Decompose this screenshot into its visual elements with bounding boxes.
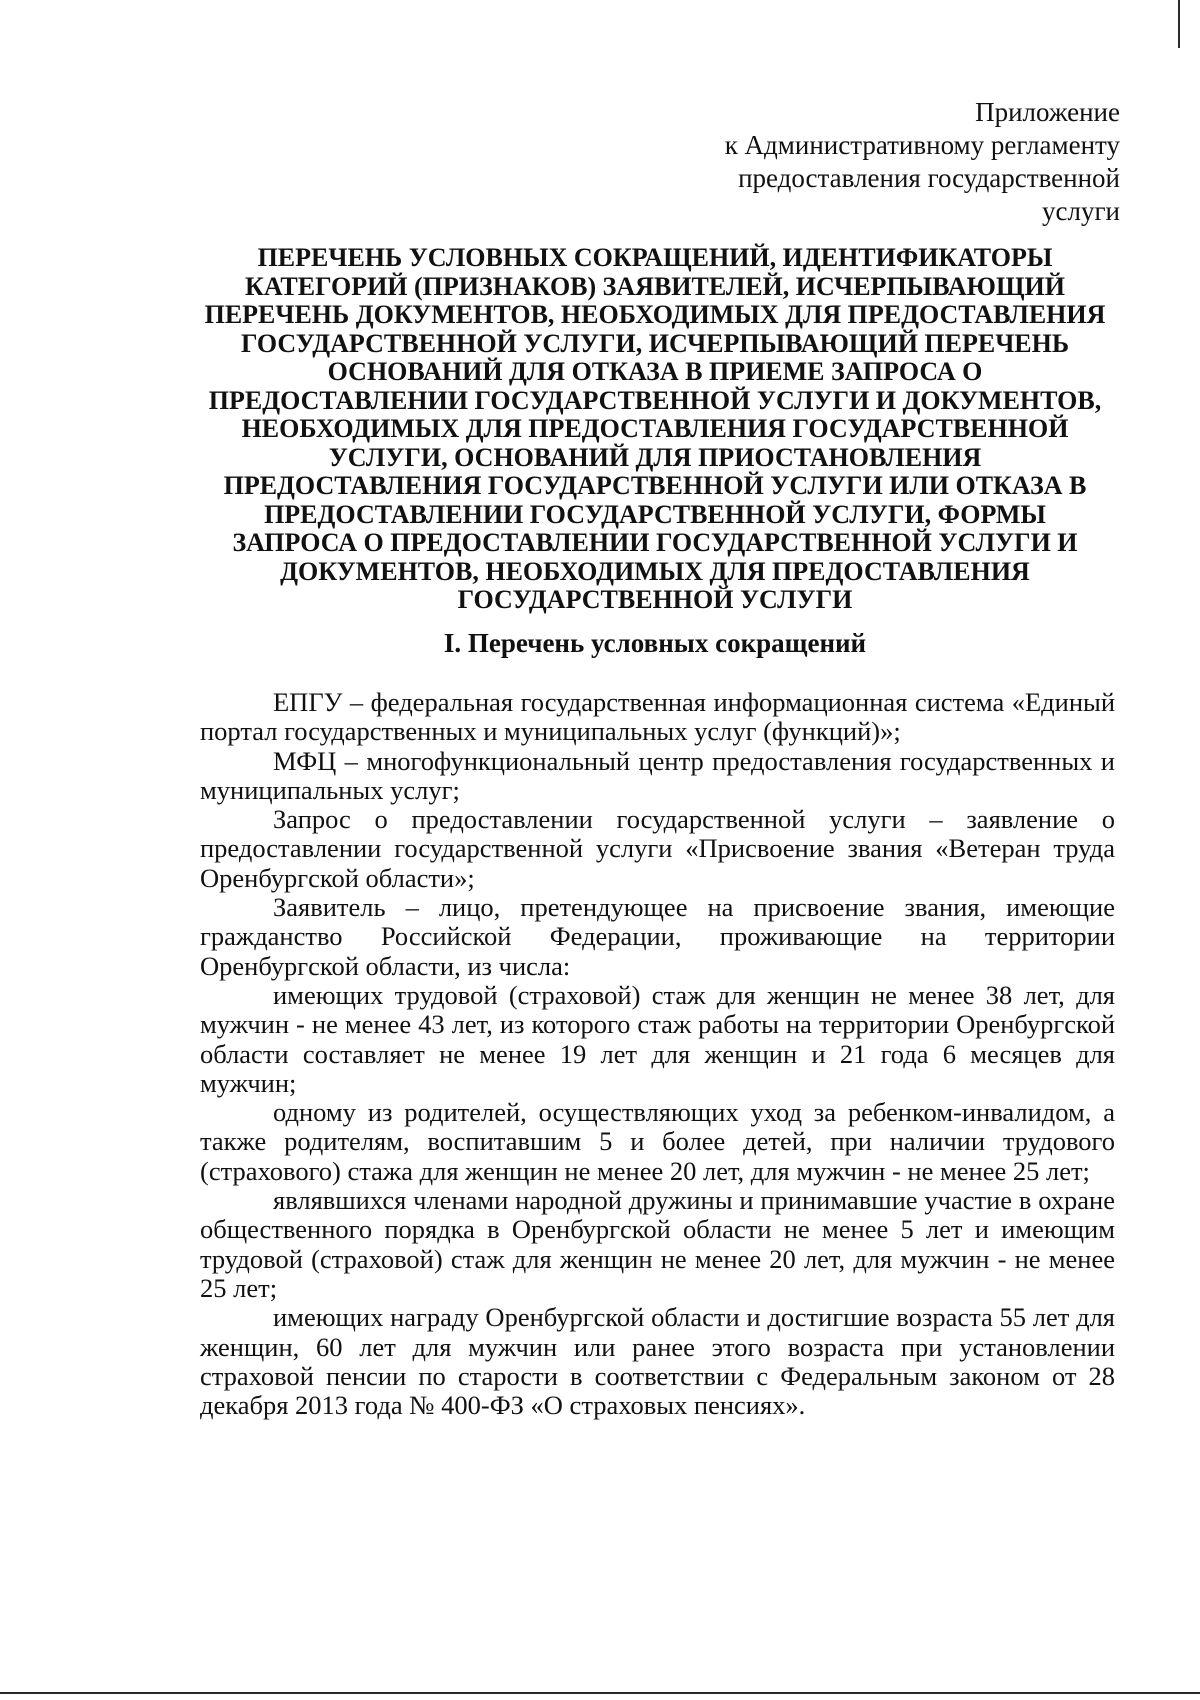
title-line: ПЕРЕЧЕНЬ ДОКУМЕНТОВ, НЕОБХОДИМЫХ ДЛЯ ПРЕДОСТАВЛЕНИЯ [204,300,1106,329]
title-line: ПЕРЕЧЕНЬ УСЛОВНЫХ СОКРАЩЕНИЙ, ИДЕНТИФИКАТОРЫ [257,243,1053,272]
paragraph-parents: одному из родителей, осуществляющих уход за ребенком-инвалидом, а также родителям, воспитавшим 5 и более детей, при наличии трудового (страхового) стажа для женщин не менее 20 лет, для мужчин - не менее 25 лет; [200,1097,1115,1186]
paragraph-volunteer-patrol: являвшихся членами народной дружины и принимавшие участие в охране общественного порядка в Оренбургской области не менее 5 лет и имеющим трудовой (страховой) стаж для женщин не менее 20 лет, для мужчин - не менее 25 лет; [200,1185,1115,1303]
section-heading: I. Перечень условных сокращений [443,628,867,658]
appendix-line: предоставления государственной [738,163,1120,193]
document-title [190,244,1120,615]
title-line: ДОКУМЕНТОВ, НЕОБХОДИМЫХ ДЛЯ ПРЕДОСТАВЛЕНИЯ [280,556,1030,586]
paragraph-applicant: Заявитель – лицо, претендующее на присвоение звания, имеющие гражданство Российской Федерации, проживающие на территории Оренбургской области, из числа: [200,892,1115,981]
title-line: УСЛУГИ, ОСНОВАНИЙ ДЛЯ ПРИОСТАНОВЛЕНИЯ [328,442,982,472]
title-line: КАТЕГОРИЙ (ПРИЗНАКОВ) ЗАЯВИТЕЛЕЙ, ИСЧЕРПЫВАЮЩИЙ [245,271,1065,301]
title-line: НЕОБХОДИМЫХ ДЛЯ ПРЕДОСТАВЛЕНИЯ ГОСУДАРСТВЕННОЙ [241,414,1069,443]
title-line: ПРЕДОСТАВЛЕНИИ ГОСУДАРСТВЕННОЙ УСЛУГИ И ДОКУМЕНТОВ, [208,385,1102,415]
title-line: ПРЕДОСТАВЛЕНИЯ ГОСУДАРСТВЕННОЙ УСЛУГИ ИЛИ ОТКАЗА В [223,471,1087,500]
title-line: ЗАПРОСА О ПРЕДОСТАВЛЕНИИ ГОСУДАРСТВЕННОЙ УСЛУГИ И [232,528,1078,557]
paragraph-request: Запрос о предоставлении государственной услуги – заявление о предоставлении государственной услуги «Присвоение звания «Ветеран труда Оренбургской области»; [200,804,1115,893]
appendix-header [500,96,1120,228]
scan-edge-line-bottom [0,1692,1200,1694]
appendix-line: услуги [1042,196,1120,226]
paragraph-epgu: ЕПГУ – федеральная государственная информационная система «Единый портал государственных и муниципальных услуг (функций)»; [200,687,1115,747]
title-line: ПРЕДОСТАВЛЕНИИ ГОСУДАРСТВЕННОЙ УСЛУГИ, ФОРМЫ [264,499,1046,529]
appendix-line: Приложение [975,97,1120,127]
title-line: ГОСУДАРСТВЕННОЙ УСЛУГИ [457,585,853,614]
paragraph-mfc: МФЦ – многофункциональный центр предоставления государственных и муниципальных услуг; [200,745,1115,805]
paragraph-regional-award: имеющих награду Оренбургской области и достигшие возраста 55 лет для женщин, 60 лет для мужчин или ранее этого возраста при установлении страховой пенсии по старости в соответствии с Федеральным законом от 28 декабря 2013 года № 400-ФЗ «О страховых пенсиях». [200,1302,1115,1421]
title-line: ОСНОВАНИЙ ДЛЯ ОТКАЗА В ПРИЕМЕ ЗАПРОСА О [327,357,983,386]
title-line: ГОСУДАРСТВЕННОЙ УСЛУГИ, ИСЧЕРПЫВАЮЩИЙ ПЕРЕЧЕНЬ [240,328,1070,358]
paragraph-work-experience: имеющих трудовой (страховой) стаж для женщин не менее 38 лет, для мужчин - не менее 43 лет, из которого стаж работы на территории Оренбургской области составляет не менее 19 лет для женщин и 21 года 6 месяцев для мужчин; [200,979,1115,1098]
appendix-line: к Административному регламенту [724,130,1120,160]
scan-edge-mark-top [1178,0,1180,48]
document-body [200,688,1115,1420]
